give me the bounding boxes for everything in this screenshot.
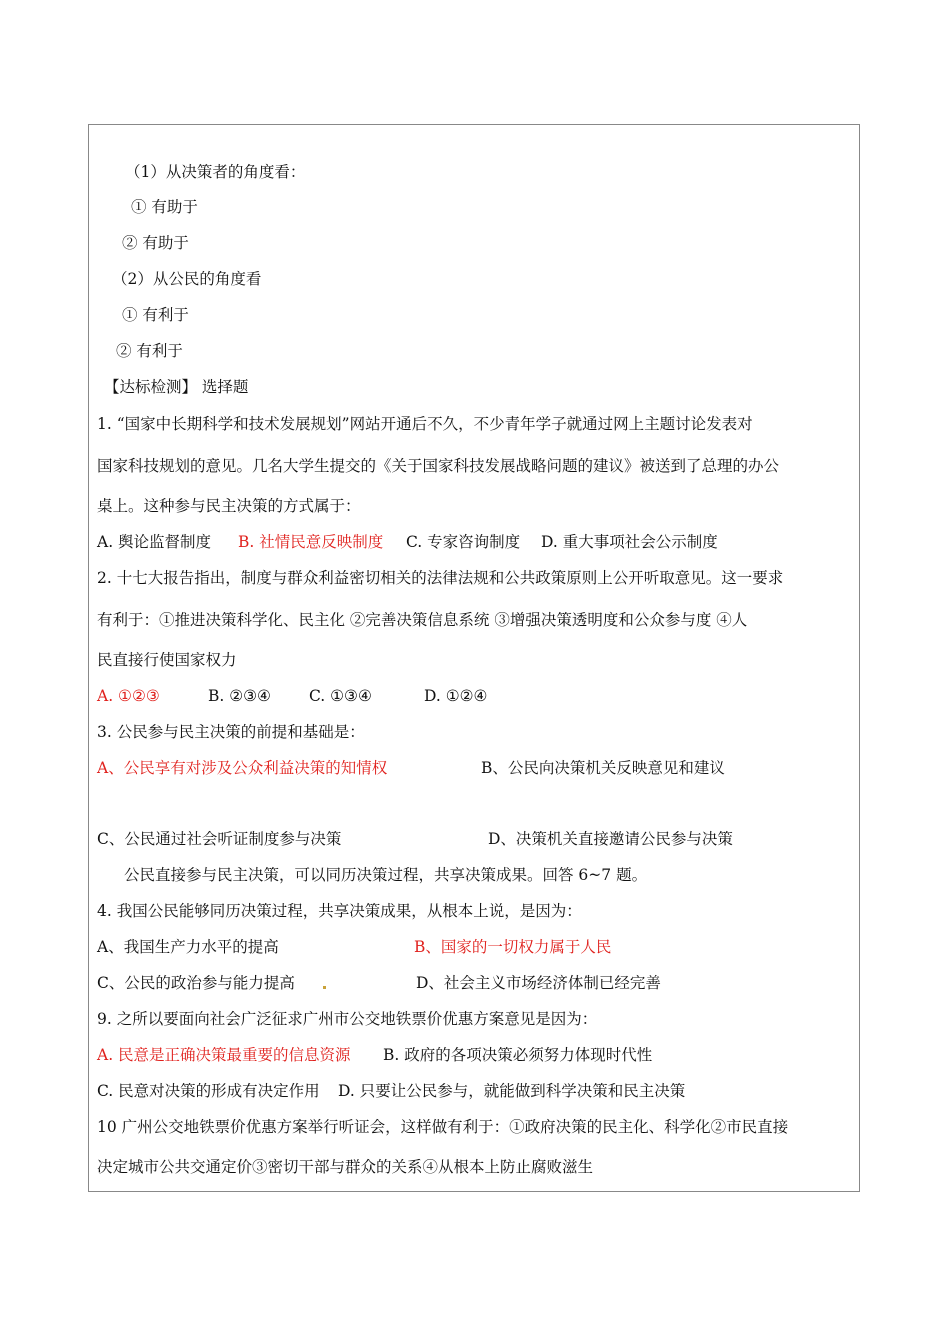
- q2-option-d: D. ①②④: [424, 687, 488, 705]
- q9-option-a-answer: A. 民意是正确决策最重要的信息资源: [97, 1046, 351, 1064]
- q10-stem-line2: 决定城市公共交通定价③密切干部与群众的关系④从根本上防止腐败滋生: [97, 1158, 594, 1176]
- q4-stem: 4. 我国公民能够同历决策过程，共享决策成果，从根本上说，是因为：: [97, 902, 582, 920]
- sub2-item-a: ① 有利于: [122, 306, 189, 324]
- q3-option-d: D、决策机关直接邀请公民参与决策: [488, 830, 733, 848]
- q2-option-c: C. ①③④: [309, 687, 372, 705]
- sub1-item-b: ② 有助于: [122, 234, 189, 252]
- q2-stem-line2: 有利于：①推进决策科学化、民主化 ②完善决策信息系统 ③增强决策透明度和公众参与度 ④人: [97, 611, 748, 629]
- q4-option-c: C、公民的政治参与能力提高: [97, 974, 295, 992]
- q1-option-b-answer: B. 社情民意反映制度: [238, 533, 384, 551]
- q3-stem: 3. 公民参与民主决策的前提和基础是：: [97, 723, 365, 741]
- q2-option-a-answer: A. ①②③: [97, 687, 160, 705]
- sub2-item-b: ② 有利于: [116, 342, 183, 360]
- q4-option-d: D、社会主义市场经济体制已经完善: [416, 974, 661, 992]
- sub1-item-a: ① 有助于: [131, 198, 198, 216]
- q1-stem-line2: 国家科技规划的意见。几名大学生提交的《关于国家科技发展战略问题的建议》被送到了总理的办公: [97, 457, 780, 475]
- q1-stem-line1: 1. “国家中长期科学和技术发展规划”网站开通后不久，不少青年学子就通过网上主题讨论发表对: [97, 415, 753, 433]
- subheading-1: （1）从决策者的角度看：: [125, 163, 306, 181]
- q2-option-b: B. ②③④: [208, 687, 271, 705]
- q9-stem: 9. 之所以要面向社会广泛征求广州市公交地铁票价优惠方案意见是因为：: [97, 1010, 598, 1028]
- section-title: 【达标检测】 选择题: [104, 378, 249, 396]
- subheading-2: （2）从公民的角度看: [112, 270, 262, 288]
- intro-q6-7: 公民直接参与民主决策，可以同历决策过程，共享决策成果。回答 6~7 题。: [124, 866, 648, 884]
- q4-option-a: A、我国生产力水平的提高: [97, 938, 279, 956]
- q1-option-a: A. 舆论监督制度: [97, 533, 212, 551]
- q1-option-d: D. 重大事项社会公示制度: [541, 533, 718, 551]
- q1-option-c: C. 专家咨询制度: [406, 533, 521, 551]
- q9-option-b: B. 政府的各项决策必须努力体现时代性: [383, 1046, 653, 1064]
- q1-stem-line3: 桌上。这种参与民主决策的方式属于：: [97, 497, 361, 515]
- q3-option-c: C、公民通过社会听证制度参与决策: [97, 830, 342, 848]
- q9-option-c: C. 民意对决策的形成有决定作用: [97, 1082, 320, 1100]
- stray-dot-mark: [323, 986, 326, 989]
- q4-option-b-answer: B、国家的一切权力属于人民: [414, 938, 612, 956]
- q9-option-d: D. 只要让公民参与，就能做到科学决策和民主决策: [338, 1082, 686, 1100]
- q3-option-a-answer: A、公民享有对涉及公众利益决策的知情权: [97, 759, 388, 777]
- q10-stem-line1: 10 广州公交地铁票价优惠方案举行听证会，这样做有利于：①政府决策的民主化、科学化②市民直接: [97, 1118, 789, 1136]
- q2-stem-line3: 民直接行使国家权力: [97, 651, 237, 669]
- q2-stem-line1: 2. 十七大报告指出，制度与群众利益密切相关的法律法规和公共政策原则上公开听取意见。这一要求: [97, 569, 784, 587]
- q3-option-b: B、公民向决策机关反映意见和建议: [481, 759, 725, 777]
